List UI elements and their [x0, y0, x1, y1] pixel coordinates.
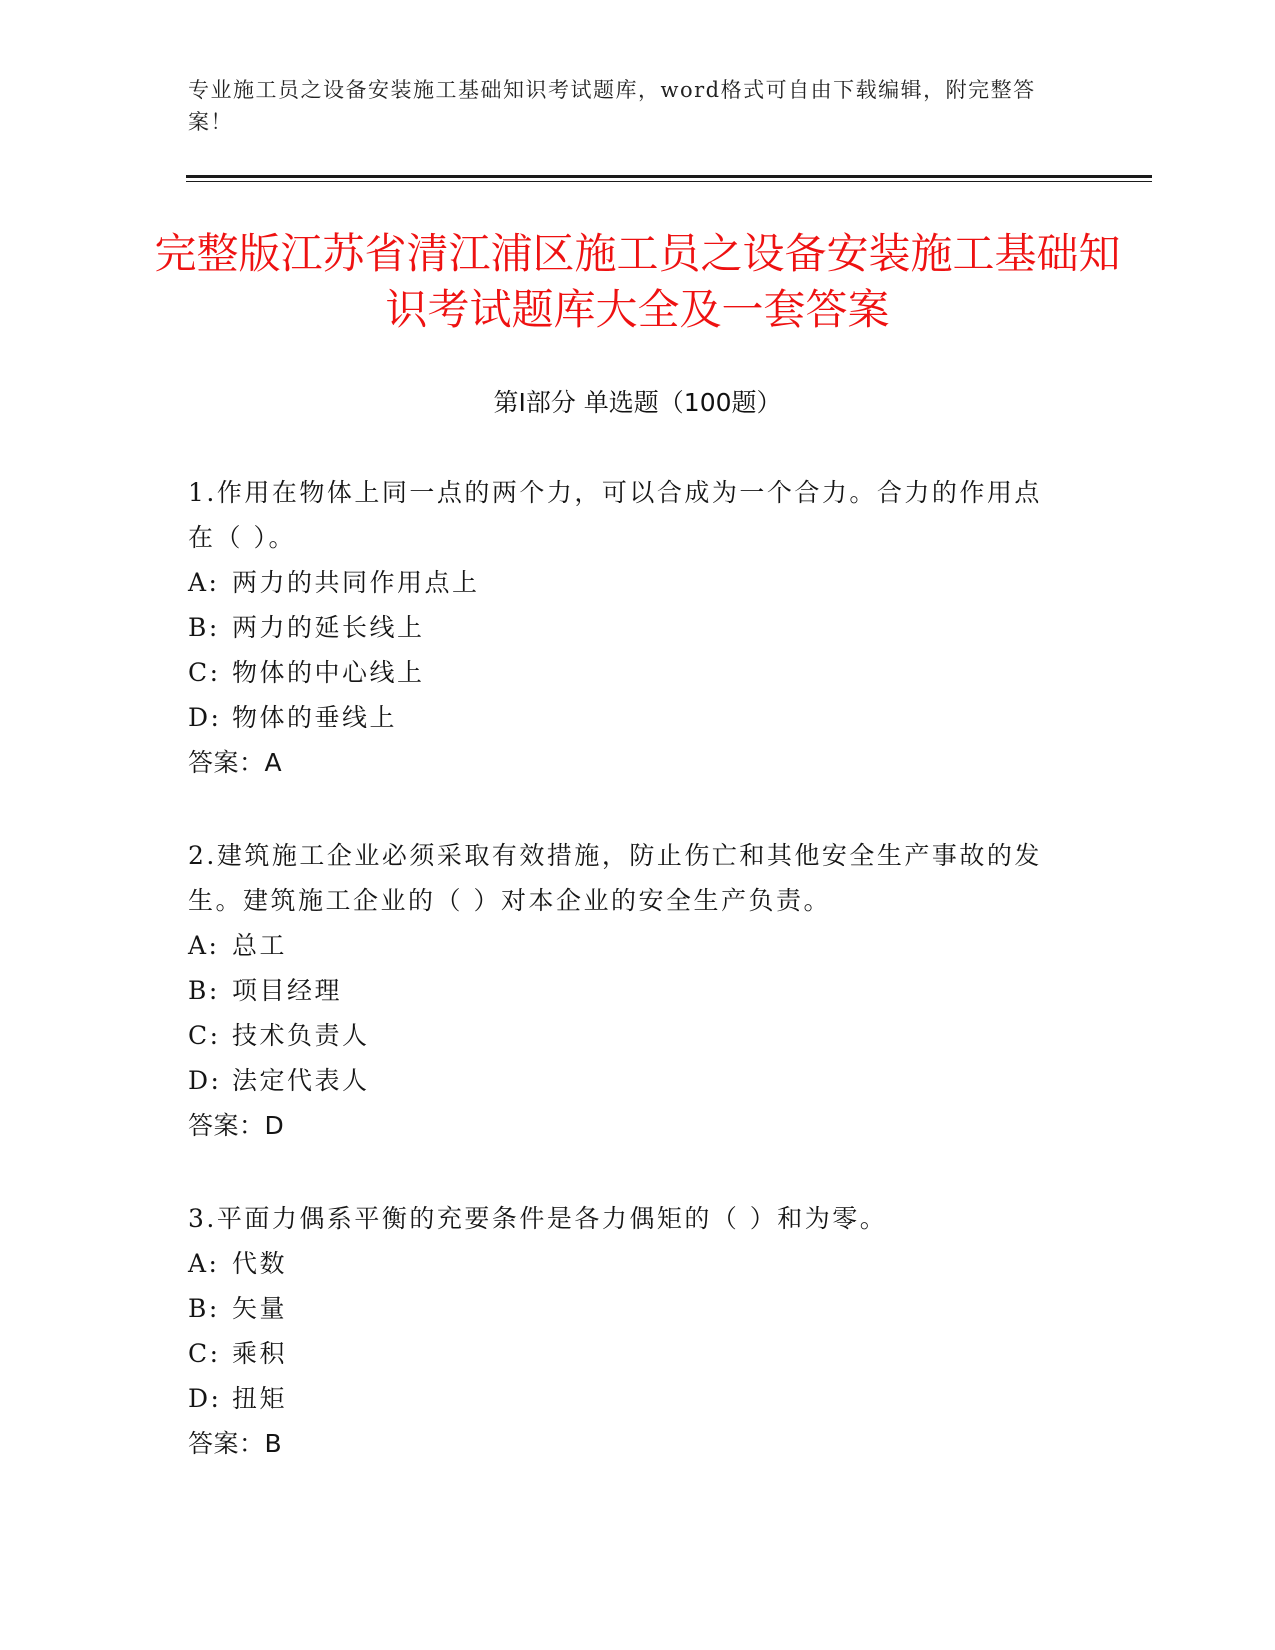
- option-d: [188, 695, 1068, 740]
- option-text: 物体的垂线上: [232, 703, 398, 732]
- answer-line: 答案：A: [188, 748, 283, 777]
- question-3: [188, 1196, 1068, 1466]
- option-a: [188, 560, 1068, 605]
- section-title: 第Ⅰ部分 单选题（100题）: [493, 388, 782, 417]
- option-text: 两力的共同作用点上: [232, 568, 480, 597]
- option-letter: B:: [188, 976, 220, 1005]
- option-letter: C:: [188, 658, 221, 687]
- option-text: 技术负责人: [232, 1021, 370, 1050]
- option-text: 物体的中心线上: [232, 658, 425, 687]
- option-letter: A:: [188, 1249, 220, 1278]
- option-letter: A:: [188, 568, 220, 597]
- header-divider-thin: [186, 181, 1152, 182]
- option-d: [188, 1376, 1068, 1421]
- question-stem: 1.作用在物体上同一点的两个力，可以合成为一个合力。合力的作用点在（ ）。: [188, 478, 1042, 552]
- option-d: [188, 1058, 1068, 1103]
- option-text: 项目经理: [232, 976, 343, 1005]
- option-letter: C:: [188, 1339, 221, 1368]
- option-a: [188, 1241, 1068, 1286]
- option-c: [188, 1013, 1068, 1058]
- option-text: 矢量: [232, 1294, 288, 1323]
- option-letter: D:: [188, 1066, 222, 1095]
- option-letter: B:: [188, 1294, 220, 1323]
- option-b: [188, 968, 1068, 1013]
- option-text: 扭矩: [232, 1384, 288, 1413]
- question-stem: 2.建筑施工企业必须采取有效措施，防止伤亡和其他安全生产事故的发生。建筑施工企业的（ ）对本企业的安全生产负责。: [188, 841, 1042, 915]
- option-text: 乘积: [232, 1339, 288, 1368]
- question-1: [188, 470, 1068, 785]
- option-letter: B:: [188, 613, 220, 642]
- option-c: [188, 650, 1068, 695]
- option-text: 法定代表人: [232, 1066, 370, 1095]
- option-text: 总工: [232, 931, 288, 960]
- option-text: 两力的延长线上: [232, 613, 425, 642]
- option-letter: A:: [188, 931, 220, 960]
- option-letter: C:: [188, 1021, 221, 1050]
- option-letter: D:: [188, 1384, 222, 1413]
- option-a: [188, 923, 1068, 968]
- header-note: 专业施工员之设备安装施工基础知识考试题库，word格式可自由下载编辑，附完整答案！: [188, 78, 1036, 134]
- header-divider-thick: [186, 175, 1152, 178]
- answer-line: 答案：D: [188, 1111, 285, 1140]
- option-b: [188, 1286, 1068, 1331]
- question-2: [188, 833, 1068, 1148]
- document-title: 完整版江苏省清江浦区施工员之设备安装施工基础知识考试题库大全及一套答案: [154, 229, 1121, 334]
- option-text: 代数: [232, 1249, 288, 1278]
- answer-line: 答案：B: [188, 1429, 283, 1458]
- option-letter: D:: [188, 703, 222, 732]
- question-stem: 3.平面力偶系平衡的充要条件是各力偶矩的（ ）和为零。: [188, 1204, 888, 1233]
- option-c: [188, 1331, 1068, 1376]
- option-b: [188, 605, 1068, 650]
